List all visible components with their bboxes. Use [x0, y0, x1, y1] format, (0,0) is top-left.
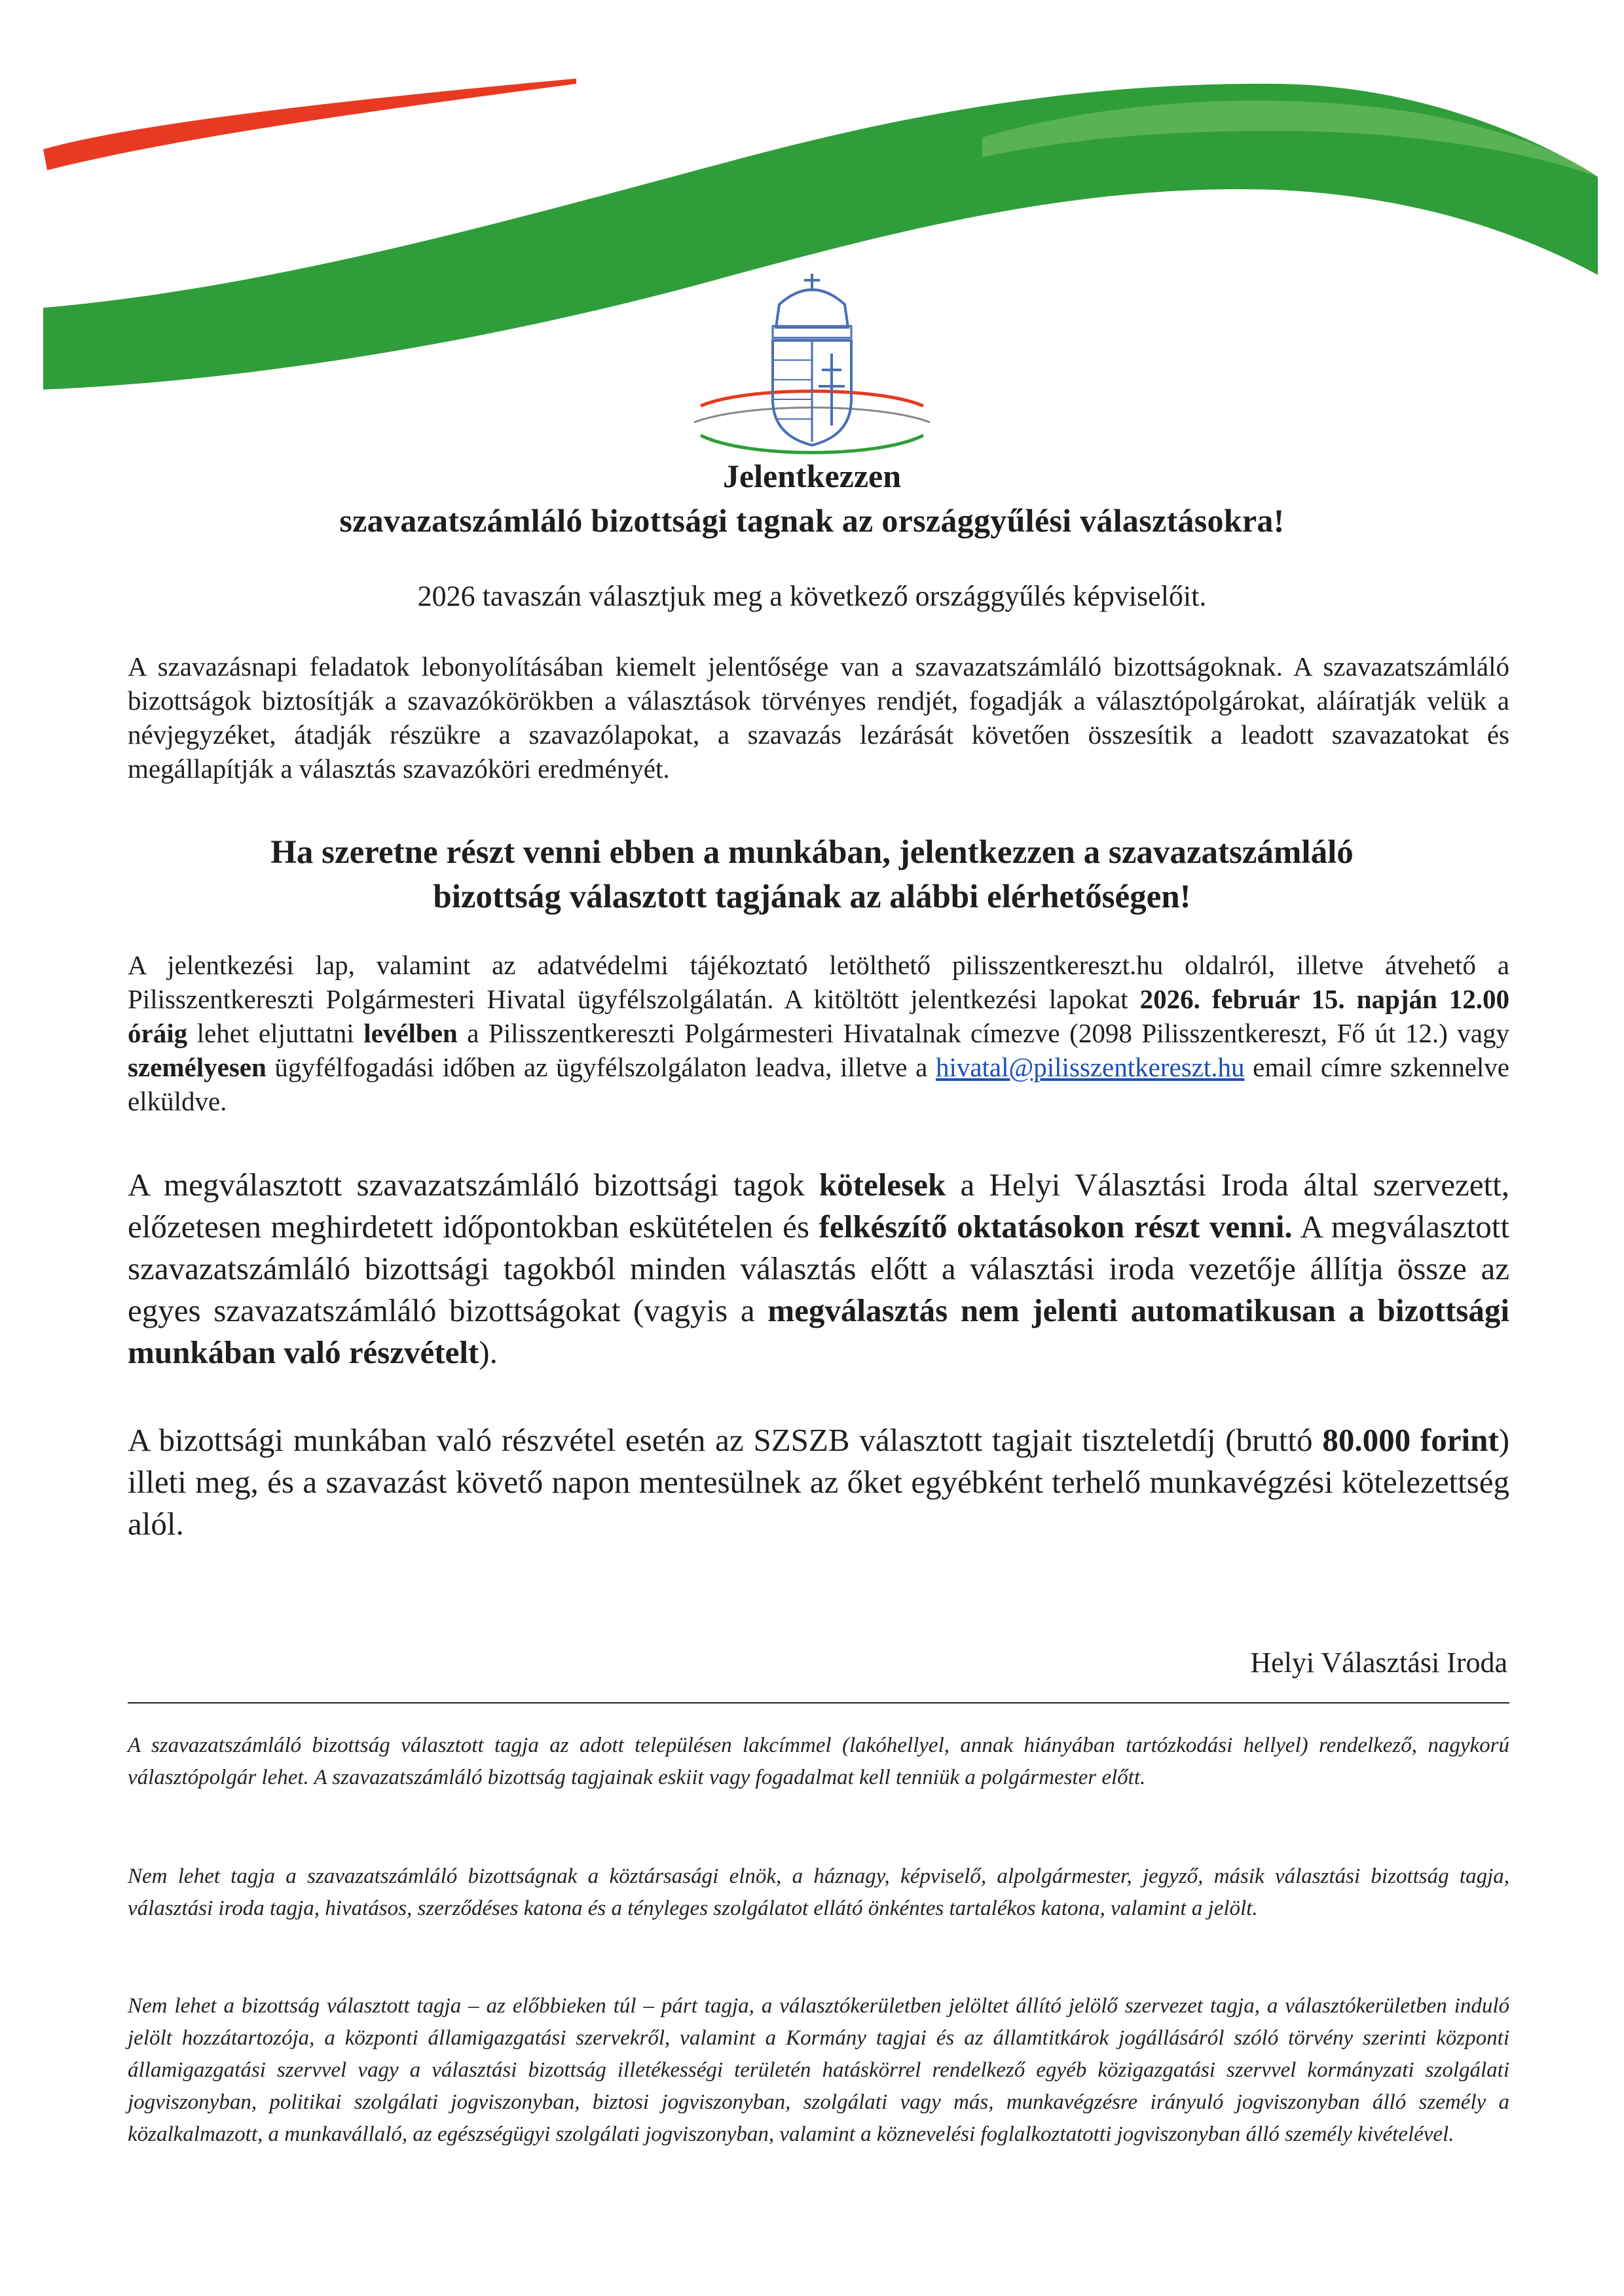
duties-text-3: A megválasztott szavazatszámláló bizottsági tagokból minden választás előtt a választási iroda vezetője állítja össze az egyes szavazatszámláló bizottságokat (vagyis a — [128, 1209, 1509, 1328]
not-automatic: megválasztás nem jelenti automatikusan a bizottsági munkában való részvételt — [128, 1292, 1509, 1370]
callout-line-2: bizottság választott tagjának az alábbi elérhetőségen! — [433, 879, 1191, 915]
training: felkészítő oktatásokon részt venni. — [819, 1209, 1293, 1245]
subtitle: 2026 tavaszán választjuk meg a következő országgyűlés képviselőit. — [417, 580, 1207, 612]
divider — [128, 1702, 1509, 1704]
duties-text-1: A megválasztott szavazatszámláló bizottsági tagok — [128, 1167, 819, 1203]
fee-text-2: ) illeti meg, és a szavazást követő napon mentesülnek az őket egyébként terhelő munkavégzési kötelezettség alól. — [128, 1422, 1510, 1542]
apply-text-1: A jelentkezési lap, valamint az adatvédelmi tájékoztató letölthető pilisszentkereszt.hu oldalról, illetve átvehető a Pilisszentkereszti Polgármesteri Hivatal ügyfélszolgálatán. A kitöltött jelentkezési lapokat — [128, 950, 1509, 1014]
apply-text-3: a Pilisszentkereszti Polgármesteri Hivatalnak címezve (2098 Pilisszentkereszt, Fő út 12.) vagy — [457, 1018, 1509, 1048]
application-paragraph — [128, 948, 1509, 1118]
callout-line-1: Ha szeretne részt venni ebben a munkában, jelentkezzen a szavazatszámláló — [270, 834, 1354, 871]
footnote-2: Nem lehet tagja a szavazatszámláló bizottságnak a köztársasági elnök, a háznagy, képviselő, alpolgármester, jegyző, másik választási bizottság tagja, választási iroda tagja, hivatásos, szerződéses katona és a tényleges szolgálatot ellátó önkéntes tartalékos katona, valamint a jelölt. — [128, 1865, 1509, 1920]
duties-text-2: a Helyi Választási Iroda által szervezett, előzetesen meghirdetett időpontokban eskütételen és — [128, 1167, 1510, 1245]
by-letter: levélben — [363, 1018, 458, 1048]
fee-text-1: A bizottsági munkában való részvétel esetén az SZSZB választott tagjait tiszteletdíj (bruttó — [128, 1422, 1323, 1458]
page-title-line-2: szavazatszámláló bizottsági tagnak az országgyűlési választásokra! — [339, 502, 1285, 539]
signature: Helyi Választási Iroda — [1250, 1647, 1507, 1679]
deadline: 2026. február 15. napján 12.00 óráig — [128, 984, 1509, 1048]
page-title: Jelentkezzen — [722, 458, 902, 494]
in-person: személyesen — [128, 1052, 267, 1082]
apply-text-5: email címre szkennelve elküldve. — [128, 1052, 1509, 1116]
footnote-3: Nem lehet a bizottság választott tagja – az előbbieken túl – párt tagja, a választókerületben jelöltet állító jelölő szervezet tagja, a választókerületben induló jelölt hozzátartozója, a központi államigazgatási szervekről, valamint a Kormány tagjai és az államtitkárok jogállásáról szóló törvény szerinti központi államigazgatási szervvel vagy a választási bizottság illetékességi területén hatáskörrel rendelkező egyéb közigazgatási szervvel kormányzati szolgálati jogviszonyban, politikai szolgálati jogviszonyban, biztosi jogviszonyban, szolgálati vagy más, munkavégzésre irányuló jogviszonyban álló személy a közalkalmazott, a munkavállaló, az egészségügyi szolgálati jogviszonyban, valamint a köznevelési foglalkoztatotti jogviszonyban álló személy kivételével. — [128, 1994, 1509, 2146]
obliged: kötelesek — [819, 1167, 946, 1203]
apply-text-4: ügyfélfogadási időben az ügyfélszolgálaton leadva, illetve a — [266, 1052, 936, 1082]
hungarian-coat-of-arms-icon — [681, 268, 943, 458]
intro-paragraph: A szavazásnapi feladatok lebonyolításában kiemelt jelentősége van a szavazatszámláló bizottságoknak. A szavazatszámláló bizottságok biztosítják a szavazókörökben a választások törvényes rendjét, fogadják a választópolgárokat, aláíratják velük a névjegyzéket, átadják részükre a szavazólapokat, a szavazás lezárását követően összesítik a leadott szavazatokat és megállapítják a választás szavazóköri eredményét. — [128, 651, 1509, 784]
fee-paragraph — [128, 1419, 1509, 1545]
email-link[interactable]: hivatal@pilisszentkereszt.hu — [935, 1052, 1245, 1082]
duties-text-4: ). — [479, 1334, 498, 1370]
apply-text-2: lehet eljuttatni — [187, 1018, 364, 1048]
red-wave — [43, 79, 576, 170]
duties-paragraph — [128, 1164, 1509, 1374]
footnote-1: A szavazatszámláló bizottság választott tagja az adott településen lakcímmel (lakóhellyel, annak hiányában tartózkodási hellyel) rendelkező, nagykorú választópolgár lehet. A szavazatszámláló bizottság tagjainak eskiit vagy fogadalmat kell tenniük a polgármester előtt. — [128, 1734, 1509, 1789]
fee-amount: 80.000 forint — [1322, 1422, 1499, 1458]
